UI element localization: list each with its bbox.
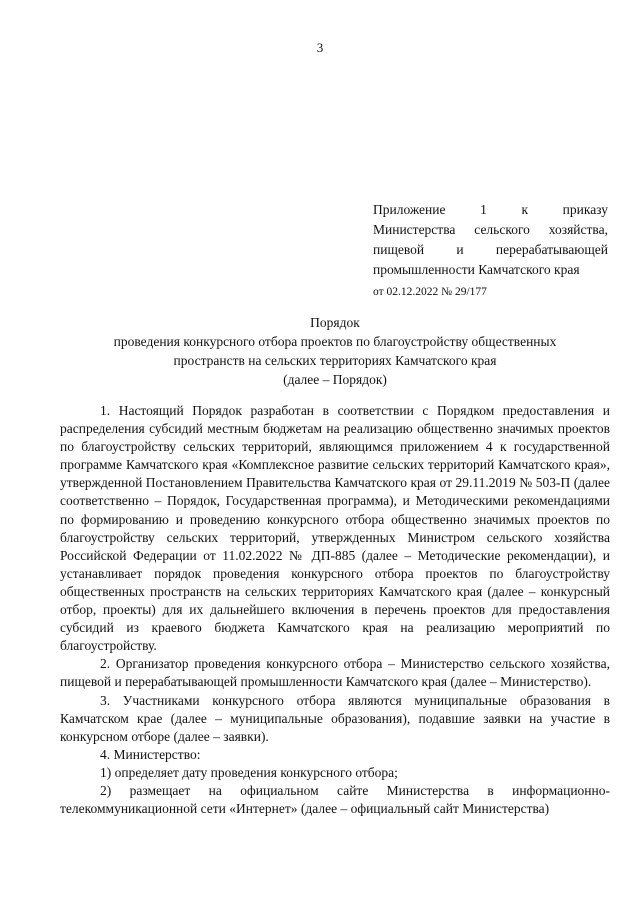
paragraph: 1) определяет дату проведения конкурсного отбора; — [100, 764, 398, 780]
paragraph: 3. Участниками конкурсного отбора являются муниципальные образования в Камчатском крае (далее – муниципальные образования), подавшие заявки на участие в конкурсном отборе (далее – заявки). — [60, 692, 610, 744]
document-body — [60, 402, 610, 818]
title-line: (далее – Порядок) — [283, 372, 387, 387]
page-number: 3 — [316, 40, 324, 55]
document-title — [60, 313, 610, 389]
title-line: проведения конкурсного отбора проектов по благоустройству общественных — [113, 334, 557, 349]
appendix-header — [373, 200, 608, 302]
paragraph: 2. Организатор проведения конкурсного отбора – Министерство сельского хозяйства, пищевой и перерабатывающей промышленности Камчатского края (далее – Министерство). — [60, 656, 610, 690]
appendix-line: пищевой и перерабатывающей — [373, 242, 608, 257]
paragraph: 2) размещает на официальном сайте Министерства в информационно-телекоммуникационной сети «Интернет» (далее – официальный сайт Министерства) — [60, 782, 610, 817]
title-line: Порядок — [310, 315, 360, 330]
appendix-line: промышленности Камчатского края — [373, 262, 580, 277]
appendix-line: Приложение 1 к приказу — [373, 202, 608, 217]
title-line: пространств на сельских территориях Камчатского края — [173, 353, 497, 368]
paragraph: 1. Настоящий Порядок разработан в соответствии с Порядком предоставления и распределения субсидий местным бюджетам на реализацию общественно значимых проектов по благоустройству сельских территорий, являющимся приложением 4 к государственной программе Камчатского края «Комплексное развитие сельских территорий Камчатского края», утвержденной Постановлением Правительства Камчатского края от 29.11.2019 № 503-П (далее соответственно – Порядок, Государственная программа), и Методическими рекомендациями по формированию и проведению конкурсного отбора общественно значимых проектов по благоустройству сельских территорий, утвержденных Министром сельского хозяйства Российской Федерации от 11.02.2022 № ДП-885 (далее – Методические рекомендации), и устанавливает порядок проведения конкурсного отбора проектов по благоустройству общественных пространств на сельских территориях Камчатского края (далее – конкурсный отбор, проекты) для их дальнейшего включения в перечень проектов для предоставления субсидий из краевого бюджета Камчатского края на реализацию мероприятий по благоустройству. — [60, 403, 610, 654]
appendix-line: Министерства сельского хозяйства, — [373, 222, 608, 237]
paragraph: 4. Министерство: — [100, 746, 201, 762]
appendix-date: от 02.12.2022 № 29/177 — [373, 286, 487, 298]
